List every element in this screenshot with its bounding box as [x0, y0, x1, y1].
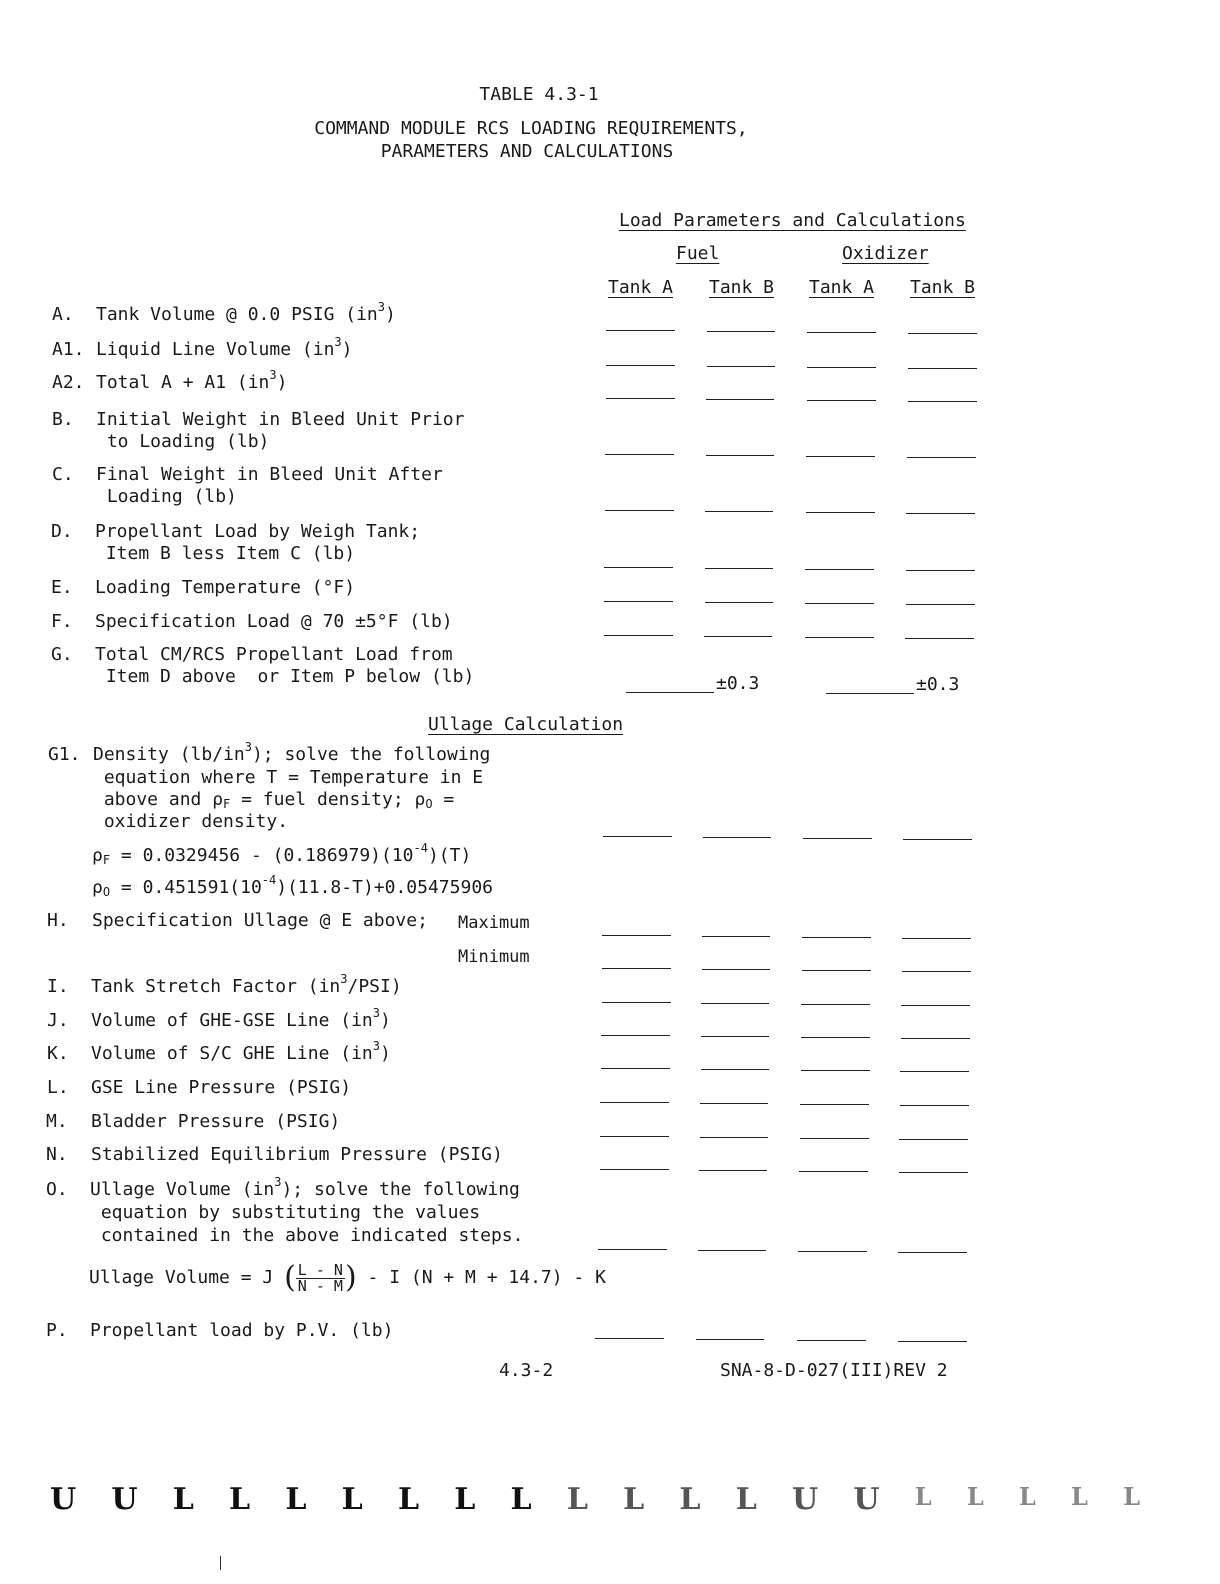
film-mark: L	[341, 1482, 363, 1517]
blank-field[interactable]	[601, 1068, 670, 1069]
blank-field[interactable]	[898, 1341, 967, 1342]
blank-field[interactable]	[598, 1249, 667, 1250]
item-code: M.	[46, 1111, 68, 1132]
blank-field[interactable]	[805, 569, 874, 570]
item-label-g1-line2: equation where T = Temperature in E	[93, 767, 484, 788]
film-mark: U	[853, 1482, 880, 1517]
blank-field[interactable]	[903, 839, 972, 840]
blank-field[interactable]	[899, 1172, 968, 1173]
item-label-k: Volume of S/C GHE Line $(in^3)$	[91, 1039, 391, 1064]
blank-field[interactable]	[705, 511, 773, 512]
fuel-density-equation: $\rho_F = 0.0329456 - (0.186979)(10^{-4})(T)$	[92, 841, 472, 867]
blank-field[interactable]	[900, 1105, 969, 1106]
item-label-a2: Total A + A1 $(in^3)$	[96, 368, 288, 393]
blank-field[interactable]	[600, 1136, 669, 1137]
blank-field[interactable]	[899, 1139, 968, 1140]
item-label-d: Propellant Load by Weigh Tank; Item B less Item C (lb)	[95, 521, 421, 564]
blank-field[interactable]	[703, 837, 771, 838]
scan-tick-mark	[220, 1556, 221, 1570]
film-mark: L	[285, 1482, 307, 1517]
blank-field[interactable]	[604, 567, 673, 568]
blank-field[interactable]	[906, 604, 975, 605]
oxidizer-tank-a-header: Tank A	[809, 277, 875, 298]
blank-field[interactable]	[900, 1071, 969, 1072]
film-mark: L	[566, 1482, 588, 1517]
film-mark: L	[454, 1482, 476, 1517]
film-mark: L	[397, 1482, 420, 1517]
blank-field[interactable]	[626, 692, 714, 693]
item-label-o-line3: contained in the above indicated steps.	[90, 1225, 524, 1246]
blank-field[interactable]	[606, 398, 675, 399]
item-label-a: Tank Volume @ 0.0 PSIG $(in^3)$	[96, 300, 396, 325]
blank-field[interactable]	[801, 1037, 870, 1038]
item-label-m: Bladder Pressure (PSIG)	[91, 1111, 341, 1132]
blank-field[interactable]	[807, 400, 876, 401]
item-code: G.	[51, 644, 73, 665]
fuel-tolerance: ±0.3	[716, 673, 760, 694]
blank-field[interactable]	[908, 368, 977, 369]
blank-field[interactable]	[602, 1002, 671, 1003]
film-mark: L	[966, 1482, 984, 1511]
film-mark: L	[679, 1482, 701, 1517]
item-code: B.	[52, 409, 74, 430]
page-number: 4.3-2	[499, 1360, 554, 1381]
item-label-b: Initial Weight in Bleed Unit Prior to Loading (lb)	[96, 409, 465, 452]
oxidizer-density-equation: $\rho_O = 0.451591(10^{-4})(11.8-T)+0.05475906$	[92, 873, 493, 899]
blank-field[interactable]	[606, 365, 675, 366]
blank-field[interactable]	[600, 1102, 669, 1103]
film-mark: U	[50, 1482, 77, 1517]
blank-field[interactable]	[902, 938, 971, 939]
blank-field[interactable]	[805, 603, 874, 604]
film-mark: L	[1123, 1482, 1140, 1511]
document-id: SNA-8-D-027(III)REV 2	[720, 1360, 948, 1381]
blank-field[interactable]	[705, 602, 773, 603]
film-edge-marks	[50, 1482, 1140, 1517]
item-label-o-line2: equation by substituting the values	[90, 1202, 481, 1223]
blank-field[interactable]	[798, 1251, 867, 1252]
item-label-i: Tank Stretch Factor $(in^3/PSI)$	[91, 972, 402, 997]
item-label-h: Specification Ullage @ E above;	[92, 910, 428, 931]
film-mark: L	[914, 1482, 932, 1511]
blank-field[interactable]	[826, 693, 914, 694]
film-mark: L	[1018, 1482, 1036, 1511]
blank-field[interactable]	[603, 836, 672, 837]
item-code: H.	[47, 910, 69, 931]
ullage-maximum-label: Maximum	[458, 913, 530, 933]
blank-field[interactable]	[807, 332, 876, 333]
oxidizer-tank-b-header: Tank B	[910, 277, 976, 298]
blank-field[interactable]	[800, 1104, 869, 1105]
table-title-line1: COMMAND MODULE RCS LOADING REQUIREMENTS,	[314, 118, 748, 139]
blank-field[interactable]	[800, 1138, 869, 1139]
item-label-g: Total CM/RCS Propellant Load from Item D above or Item P below (lb)	[95, 644, 475, 687]
blank-field[interactable]	[898, 1252, 967, 1253]
blank-field[interactable]	[707, 331, 775, 332]
item-code: E.	[51, 577, 73, 598]
blank-field[interactable]	[706, 399, 774, 400]
ullage-volume-equation: Ullage Volume = J ( $\frac{L - N}{N - M}$ ) - I (N + M + 14.7) - K	[89, 1260, 606, 1295]
item-code: G1.	[48, 744, 81, 765]
blank-field[interactable]	[806, 512, 875, 513]
blank-field[interactable]	[908, 401, 977, 402]
item-code: O.	[46, 1179, 68, 1200]
item-label-g1-line4: oxidizer density.	[93, 811, 289, 832]
blank-field[interactable]	[901, 1038, 970, 1039]
item-code: N.	[46, 1144, 68, 1165]
ullage-minimum-label: Minimum	[458, 947, 530, 967]
film-mark: L	[735, 1482, 757, 1517]
blank-field[interactable]	[701, 1003, 769, 1004]
item-code: A2.	[52, 372, 85, 393]
item-code: I.	[47, 976, 69, 997]
blank-field[interactable]	[602, 968, 671, 969]
blank-field[interactable]	[805, 637, 874, 638]
blank-field[interactable]	[901, 1005, 970, 1006]
item-code: C.	[52, 464, 74, 485]
blank-field[interactable]	[707, 366, 775, 367]
blank-field[interactable]	[906, 570, 975, 571]
item-label-j: Volume of GHE-GSE Line $(in^3)$	[91, 1006, 391, 1031]
film-mark: L	[510, 1482, 532, 1517]
film-mark: L	[1071, 1482, 1088, 1511]
fuel-tank-b-header: Tank B	[709, 277, 775, 298]
blank-field[interactable]	[602, 935, 671, 936]
blank-field[interactable]	[702, 969, 770, 970]
item-label-n: Stabilized Equilibrium Pressure (PSIG)	[91, 1144, 503, 1165]
blank-field[interactable]	[604, 601, 673, 602]
item-label-g1-line3: above and $\rho_F$ = fuel density; $\rho_O$ =	[93, 789, 455, 811]
blank-field[interactable]	[700, 1103, 768, 1104]
blank-field[interactable]	[797, 1340, 866, 1341]
blank-field[interactable]	[699, 1170, 767, 1171]
blank-field[interactable]	[601, 1035, 670, 1036]
blank-field[interactable]	[600, 1169, 669, 1170]
item-label-l: GSE Line Pressure (PSIG)	[91, 1077, 352, 1098]
table-title-line2: PARAMETERS AND CALCULATIONS	[380, 141, 674, 162]
item-code: L.	[47, 1077, 69, 1098]
film-mark: L	[229, 1482, 251, 1517]
item-code: D.	[51, 521, 73, 542]
item-code: F.	[51, 611, 73, 632]
item-code: P.	[46, 1320, 68, 1341]
item-code: K.	[47, 1043, 69, 1064]
blank-field[interactable]	[706, 455, 774, 456]
item-label-a1: Liquid Line Volume $(in^3)$	[96, 335, 353, 360]
fuel-header: Fuel	[676, 243, 720, 264]
blank-field[interactable]	[807, 367, 876, 368]
item-label-g1: Density $(lb/in^3)$; solve the following	[93, 740, 491, 765]
item-label-o: Ullage Volume $(in^3)$; solve the following	[90, 1175, 520, 1200]
oxidizer-tolerance: ±0.3	[916, 674, 960, 695]
blank-field[interactable]	[907, 457, 976, 458]
blank-field[interactable]	[700, 1137, 768, 1138]
blank-field[interactable]	[902, 971, 971, 972]
blank-field[interactable]	[604, 635, 673, 636]
blank-field[interactable]	[802, 970, 871, 971]
film-mark: U	[792, 1482, 819, 1517]
blank-field[interactable]	[605, 454, 674, 455]
item-label-p: Propellant load by P.V. (lb)	[90, 1320, 394, 1341]
blank-field[interactable]	[704, 636, 772, 637]
oxidizer-header: Oxidizer	[842, 243, 929, 264]
column-group-title: Load Parameters and Calculations	[619, 210, 966, 231]
blank-field[interactable]	[702, 936, 770, 937]
item-code: A1.	[52, 339, 85, 360]
blank-field[interactable]	[698, 1250, 766, 1251]
film-mark: L	[623, 1482, 645, 1517]
blank-field[interactable]	[905, 638, 974, 639]
blank-field[interactable]	[906, 513, 975, 514]
film-mark: U	[111, 1482, 138, 1517]
blank-field[interactable]	[701, 1069, 769, 1070]
blank-field[interactable]	[606, 330, 675, 331]
ullage-section-title: Ullage Calculation	[428, 714, 624, 735]
blank-field[interactable]	[802, 937, 871, 938]
fuel-tank-a-header: Tank A	[608, 277, 674, 298]
blank-field[interactable]	[701, 1036, 769, 1037]
blank-field[interactable]	[799, 1171, 868, 1172]
blank-field[interactable]	[801, 1070, 870, 1071]
film-mark: L	[172, 1482, 194, 1517]
blank-field[interactable]	[696, 1339, 764, 1340]
blank-field[interactable]	[595, 1338, 664, 1339]
blank-field[interactable]	[806, 456, 875, 457]
item-label-f: Specification Load @ 70 ±5°F (lb)	[95, 611, 453, 632]
item-code: J.	[47, 1010, 69, 1031]
item-label-c: Final Weight in Bleed Unit After Loading (lb)	[96, 464, 443, 507]
blank-field[interactable]	[605, 510, 674, 511]
blank-field[interactable]	[801, 1004, 870, 1005]
blank-field[interactable]	[908, 333, 977, 334]
item-code: A.	[52, 304, 74, 325]
item-label-e: Loading Temperature (°F)	[95, 577, 356, 598]
table-number: TABLE 4.3-1	[479, 84, 599, 105]
blank-field[interactable]	[803, 838, 872, 839]
blank-field[interactable]	[705, 568, 773, 569]
